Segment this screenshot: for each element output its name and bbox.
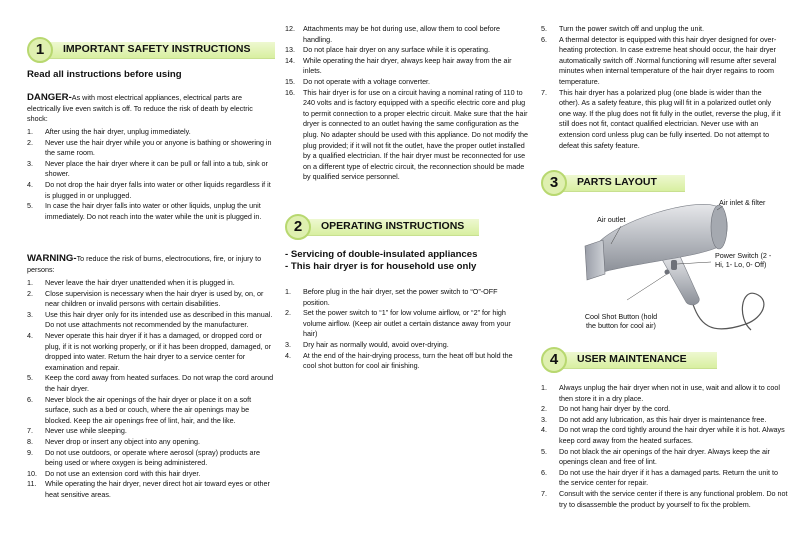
list-item-number: 10. [27,468,37,478]
list-item [541,24,781,35]
list-item-text: Do not add any lubrication, as this hair dryer is maintenance free. [559,414,767,424]
list-item [27,448,275,469]
list-item-number: 16. [285,87,295,97]
nozzle-shape [585,240,605,280]
list-item-text: Do not place hair dryer on any surface while it is operating. [303,45,490,55]
cool-shot-shape [665,270,670,275]
list-item [27,289,275,310]
list-item [285,24,530,45]
leader-line [627,274,667,300]
section-number-badge: 4 [541,347,567,373]
list-item-text: This hair dryer is for use on a circuit having a nominal rating of 110 to 240 volts and is factory equipped with a specific electric core and plug to permit connection to a proper electric circuit. Make sure that the hair dryer is connected to an outlet having the same configuration as the plug. No adapter should be used with this appliance. Do not modify the plug provided; if it will not fit the outlet, have the proper outlet installed by a qualified electrician. If the hair dryer must be reconnected for use on a different type of electric circuit, the reconnection should be made by qualified service personnel. [303,87,528,182]
list-item-number: 6. [27,394,33,404]
list-item [27,331,275,373]
list-item-text: Do not black the air openings of the hair dryer. Always keep the air openings clean and free of lint. [559,446,770,467]
list-item-text: Do not operate with a voltage converter. [303,76,431,86]
cord-shape [691,293,764,330]
list-item [27,373,275,394]
list-item-text: Close supervision is necessary when the hair dryer is used by, on, or near children or invalid persons with certain disabilities. [45,288,264,309]
list-item-number: 4. [541,425,547,435]
list-item [27,138,275,159]
label-power-switch: Power Switch (2 - Hi, 1- Lo, 0- Off) [715,251,772,269]
maintenance-list [541,383,789,510]
warning-label: WARNING- [27,253,77,264]
list-item-number: 7. [541,87,547,97]
list-item-text: At the end of the hair-drying process, turn the heat off but hold the cool shot button for cool air finishing. [303,350,513,371]
list-item-text: Do not use an extension cord with this hair dryer. [45,468,201,478]
list-item-number: 4. [27,330,33,340]
air-inlet-shape [711,205,727,249]
parts-diagram [541,196,791,342]
label-cool-shot: Cool Shot Button (hold the button for cool air) [584,312,658,330]
list-item-text: Do not hang hair dryer by the cord. [559,404,671,414]
list-item [285,88,530,183]
list-item-number: 2. [541,404,547,414]
section-title: PARTS LAYOUT [577,176,657,188]
list-item [27,395,275,427]
list-item [285,308,515,340]
list-item-text: Before plug in the hair dryer, set the power switch to “O”-OFF position. [303,287,498,307]
list-item-text: Never block the air openings of the hair dryer or place it on a soft surface, such as a bed or couch, where the air openings may be blocked. Keep the air openings free of lint, hair, and the like. [45,394,252,425]
list-item-number: 11. [27,479,37,489]
list-item [285,45,530,56]
list-item-text: While operating the hair dryer, always keep hair away from the air inlets. [303,55,512,76]
section-number-badge: 1 [27,37,53,63]
list-item [27,469,275,480]
list-item-number: 5. [27,201,33,211]
danger-paragraph [27,93,275,125]
section-title: OPERATING INSTRUCTIONS [321,220,465,232]
list-item-text: Consult with the service center if there is any functional problem. Do not try to disassemble the product by yourself to fix the problem. [559,488,788,509]
danger-text: As with most electrical appliances, electrical parts are electrically live even switch is off. To reduce the risk of death by electric shock: [27,93,253,124]
operating-list [285,287,515,372]
handle-shape [659,254,699,305]
danger-label: DANGER- [27,92,72,103]
warning-list [27,278,275,500]
list-item [285,56,530,77]
list-item [27,159,275,180]
list-item [541,415,789,426]
list-item-number: 15. [285,76,295,86]
list-item-text: While operating the hair dryer, never direct hot air toward eyes or other heat sensitive areas. [45,479,270,499]
list-item-text: Dry hair as normally would, avoid over-drying. [303,339,449,349]
list-item-text: Never drop or insert any object into any opening. [45,436,201,446]
list-item [27,479,275,500]
section-header-parts [541,170,791,196]
list-item-text: Never leave the hair dryer unattended when it is plugged in. [45,278,235,287]
list-item-text: Use this hair dryer only for its intended use as described in this manual. Do not use attachments not recommended by the manufacturer. [45,309,273,330]
list-item-text: Never place the hair dryer where it can be pull or fall into a tub, sink or shower. [45,158,268,179]
list-item-number: 12. [285,24,295,33]
label-air-outlet: Air outlet [597,215,626,224]
list-item-text: Do not use outdoors, or operate where aerosol (spray) products are being used or where oxygen is being administered. [45,447,260,468]
list-item-number: 5. [27,373,33,383]
list-item-number: 1. [541,383,547,392]
list-item-number: 4. [285,350,291,360]
list-item-number: 14. [285,55,295,65]
danger-list [27,127,275,222]
list-item [285,77,530,88]
list-item-text: A thermal detector is equipped with this hair dryer designed for over-heating protection. In case extreme heat should occur, the hair dryer automatically switch off .Normal functioning will resume after several minutes when internal temperature of the hair dryer regains to room temperature. [559,34,777,86]
list-item-text: After using the hair dryer, unplug immediately. [45,127,191,136]
list-item-number: 3. [541,414,547,424]
list-item [541,404,789,415]
list-item [541,468,789,489]
warning-text: To reduce the risk of burns, electrocutions, fire, or injury to persons: [27,254,262,274]
list-item [27,278,275,289]
list-item-number: 6. [541,467,547,477]
list-item-number: 7. [27,426,33,436]
list-item-number: 13. [285,45,295,55]
list-item [27,127,275,138]
list-item [541,383,789,404]
list-item-text: Attachments may be hot during use, allow them to cool before handling. [303,24,500,44]
list-item [27,201,275,222]
list-item-text: Keep the cord away from heated surfaces. Do not wrap the cord around the hair dryer. [45,373,274,393]
list-item [285,287,515,308]
list-item-text: Set the power switch to “1” for low volume airflow, or “2” for high volume airflow. (Keep air outlet a certain distance away from your hair) [303,308,511,339]
operating-list-continued [541,24,781,151]
list-item-text: Always unplug the hair dryer when not in use, wait and allow it to cool then store it in a dry place. [559,383,780,403]
list-item-text: In case the hair dryer falls into water or other liquids, unplug the unit immediately. Do not reach into the water while the unit is plugged in. [45,201,262,221]
section-title: IMPORTANT SAFETY INSTRUCTIONS [63,43,251,55]
list-item-number: 5. [541,446,547,456]
section-title: USER MAINTENANCE [577,353,687,365]
read-all-heading: Read all instructions before using [27,69,182,80]
list-item-number: 2. [285,308,291,318]
warning-list-continued [285,24,530,183]
list-item-text: Turn the power switch off and unplug the unit. [559,24,705,33]
warning-paragraph [27,254,275,275]
section-number-badge: 3 [541,170,567,196]
operating-note-2: - This hair dryer is for household use only [285,261,477,272]
list-item-number: 3. [27,158,33,168]
section-number-badge: 2 [285,214,311,240]
switch-shape [671,260,677,270]
list-item-text: Do not use the hair dryer if it has a damaged parts. Return the unit to the service center for repair. [559,467,778,488]
list-item-text: Do not drop the hair dryer falls into water or other liquids regardless if it is plugged in or unplugged. [45,179,271,200]
list-item [27,310,275,331]
list-item [541,35,781,88]
list-item-number: 1. [27,127,33,136]
list-item-text: Never use while sleeping. [45,426,127,436]
section-header-safety [27,37,275,63]
list-item-text: This hair dryer has a polarized plug (one blade is wider than the other). As a safety feature, this plug will fit in a polarized outlet only one way. If the plug does not fit fully in the outlet, reverse the plug, if it still does not fit, contact qualified electrician. Never use with an extension cord unless plug can be fully inserted. Do not attempt to defeat this safety feature. [559,87,781,150]
list-item-text: Never use the hair dryer while you or anyone is bathing or showering in the same room. [45,137,272,158]
list-item [285,351,515,372]
list-item [27,426,275,437]
list-item [541,447,789,468]
section-header-maintenance [541,347,791,373]
list-item-number: 3. [27,309,33,319]
list-item-number: 9. [27,447,33,457]
list-item-number: 1. [285,287,291,296]
list-item-number: 6. [541,34,547,44]
list-item-number: 1. [27,278,33,287]
list-item [285,340,515,351]
list-item [27,437,275,448]
list-item [541,425,789,446]
list-item-number: 7. [541,488,547,498]
list-item-number: 8. [27,436,33,446]
list-item [541,88,781,152]
list-item-number: 2. [27,288,33,298]
list-item-number: 2. [27,137,33,147]
list-item-number: 5. [541,24,547,33]
operating-note-1: - Servicing of double-insulated appliances [285,249,478,260]
section-header-operating [285,214,530,240]
list-item-text: Do not wrap the cord tightly around the hair dryer while it is hot. Always keep cord away from the heated surfaces. [559,425,785,445]
list-item [541,489,789,510]
list-item-text: Never operate this hair dryer if it has a damaged, or dropped cord or plug, if it is not working properly, or if it has been dropped, damaged, or dropped into water. Return the hair dryer to a service center for examination and repair. [45,330,271,372]
list-item [27,180,275,201]
list-item-number: 4. [27,179,33,189]
list-item-number: 3. [285,339,291,349]
label-air-inlet: Air inlet & filter [719,198,766,207]
